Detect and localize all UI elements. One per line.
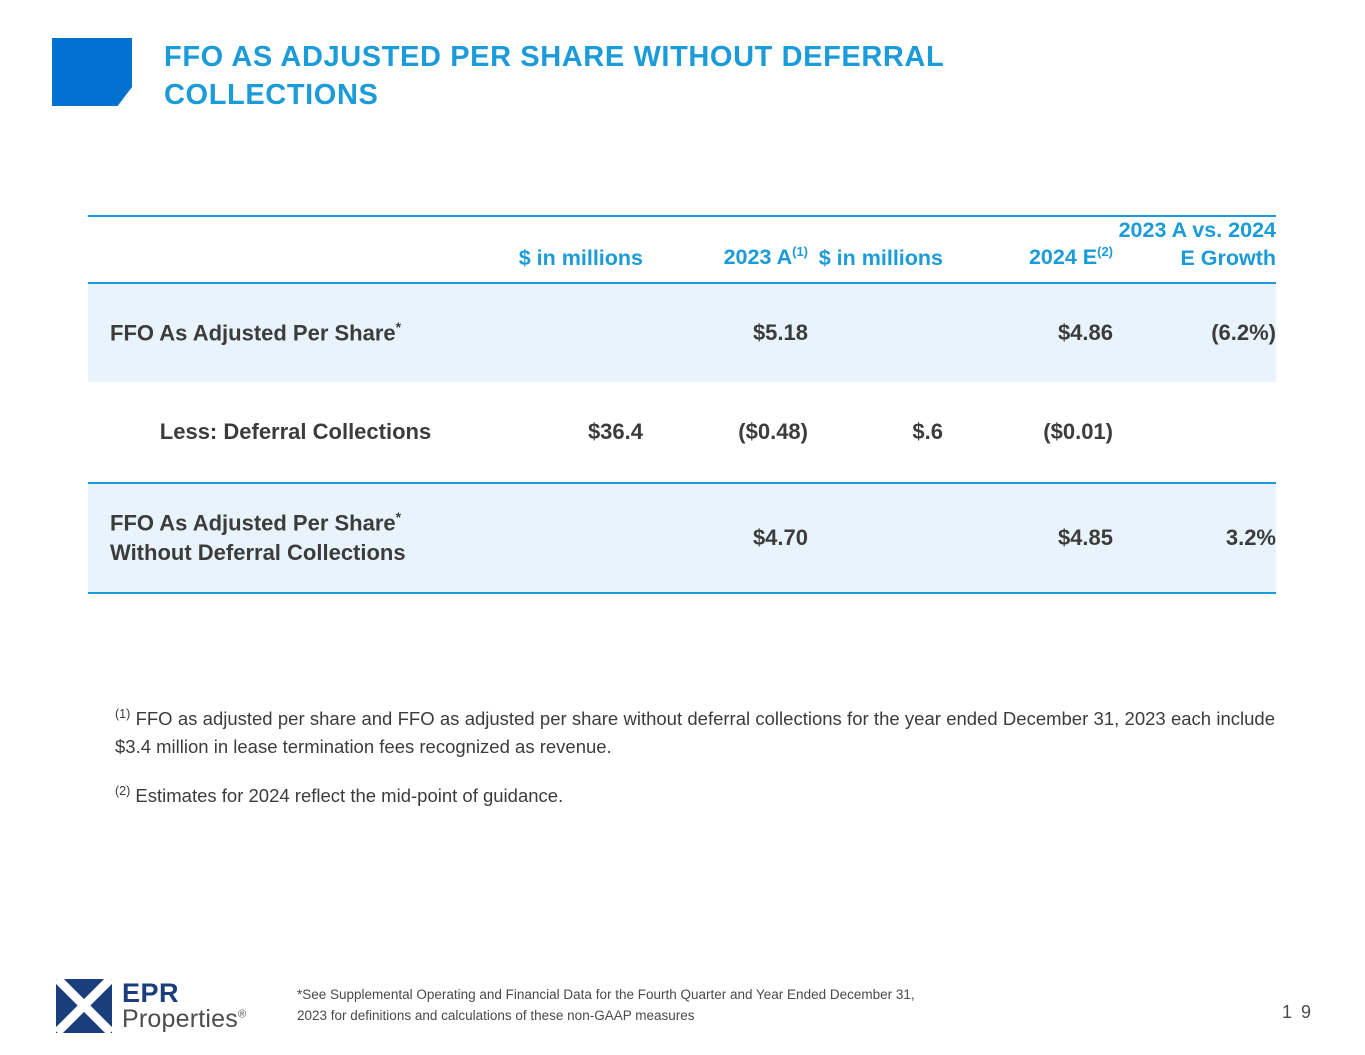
column-header-blank — [88, 217, 503, 283]
cell-millions-2023 — [503, 483, 643, 593]
cell-growth — [1113, 382, 1276, 483]
row-label-text: FFO As Adjusted Per Share — [110, 320, 396, 346]
footnote-2 — [115, 782, 1275, 810]
logo-properties-text — [122, 1007, 246, 1032]
page-number: 1 9 — [1281, 1002, 1313, 1022]
row-label-ffo-as-adjusted — [88, 283, 503, 382]
cell-millions-2023 — [503, 283, 643, 382]
column-header-2023a-label: 2023 A — [723, 245, 793, 270]
company-logo — [56, 979, 246, 1033]
column-header-2024e-label: 2024 E — [1028, 245, 1098, 270]
footnote-1-text: FFO as adjusted per share and FFO as adjusted per share without deferral collections for the year ended December 31, 2023 each include $3.4 million in lease termination fees recognized as revenue. — [115, 708, 1275, 757]
footnote-1 — [115, 705, 1275, 760]
row-label-deferral-collections: Less: Deferral Collections — [88, 382, 503, 483]
footnote-2-text: Estimates for 2024 reflect the mid-point of guidance. — [135, 785, 564, 807]
row-label-line1: FFO As Adjusted Per Share — [110, 510, 396, 536]
row-label-asterisk: * — [395, 319, 402, 336]
footnotes — [115, 705, 1275, 831]
row-label-line2: Without Deferral Collections — [110, 540, 406, 566]
cell-millions-2024 — [808, 483, 943, 593]
column-header-growth: 2023 A vs. 2024 E Growth — [1113, 217, 1276, 283]
logo-epr-text: EPR — [122, 978, 180, 1008]
cell-growth: 3.2% — [1113, 483, 1276, 593]
footnote-1-marker: (1) — [115, 707, 131, 721]
column-header-2024e — [943, 217, 1113, 283]
ffo-table-container — [88, 215, 1276, 594]
column-header-millions-2024 — [808, 217, 943, 283]
table-header — [88, 216, 1276, 283]
cell-millions-2024: $.6 — [808, 382, 943, 483]
column-header-2023a-footnote: (1) — [792, 244, 808, 260]
cell-millions-2023: $36.4 — [503, 382, 643, 483]
brand-mark-icon — [52, 38, 132, 106]
table-row — [88, 283, 1276, 382]
column-header-2024e-footnote: (2) — [1097, 244, 1113, 260]
row-label-asterisk: * — [395, 509, 402, 526]
row-label-ffo-without-deferral — [88, 483, 503, 593]
cell-2023a: $5.18 — [643, 283, 808, 382]
cell-2023a: ($0.48) — [643, 382, 808, 483]
table-body — [88, 283, 1276, 593]
cell-millions-2024 — [808, 283, 943, 382]
table-row — [88, 382, 1276, 483]
cell-2024e: $4.86 — [943, 283, 1113, 382]
column-header-2023a — [643, 217, 808, 283]
epr-logo-icon — [56, 979, 112, 1033]
table-header-row — [88, 217, 1276, 283]
logo-properties-label: Properties — [122, 1005, 238, 1033]
footnote-2-marker: (2) — [115, 783, 131, 798]
cell-growth: (6.2%) — [1113, 283, 1276, 382]
column-header-millions-2023-label: $ in millions — [518, 245, 643, 270]
column-header-millions-2024-label: $ in millions — [818, 245, 943, 270]
column-header-millions-2023 — [503, 217, 643, 283]
slide-header — [52, 38, 1305, 115]
footer-disclaimer-line2: 2023 for definitions and calculations of these non-GAAP measures — [297, 1008, 695, 1024]
table-row-total — [88, 483, 1276, 593]
cell-2024e: ($0.01) — [943, 382, 1113, 483]
footer-disclaimer-line1: *See Supplemental Operating and Financial Data for the Fourth Quarter and Year Ended December 31, — [297, 987, 915, 1003]
ffo-table — [88, 215, 1276, 594]
page-title: FFO AS ADJUSTED PER SHARE WITHOUT DEFERRAL COLLECTIONS — [164, 41, 944, 112]
logo-wordmark — [122, 980, 246, 1032]
registered-mark: ® — [237, 1008, 247, 1021]
cell-2024e: $4.85 — [943, 483, 1113, 593]
footer-disclaimer — [297, 985, 1057, 1027]
cell-2023a: $4.70 — [643, 483, 808, 593]
